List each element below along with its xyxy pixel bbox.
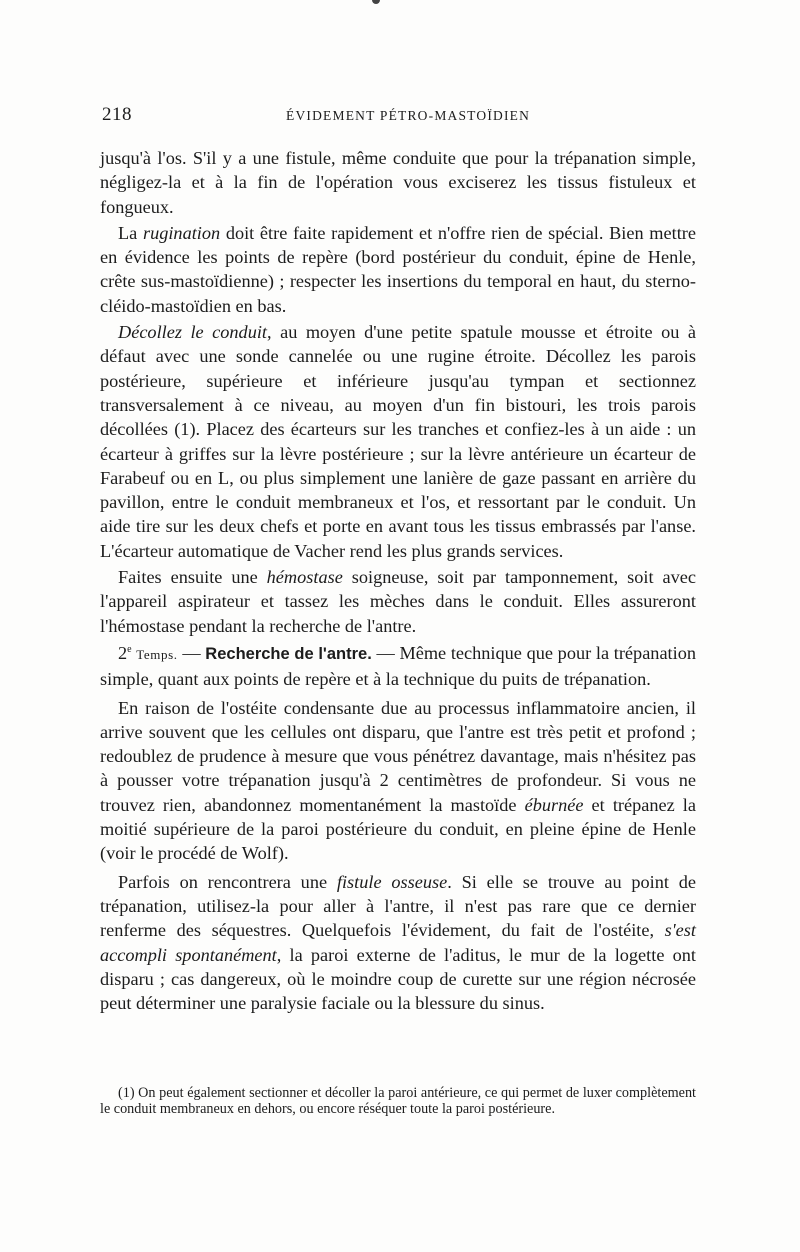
paragraph-1-text: jusqu'à l'os. S'il y a une fistule, même conduite que pour la trépanation simple, négligez-la et à la fin de l'opération vous exciserez les tissus fistuleux et fongueux.	[100, 148, 696, 217]
section-heading: Recherche de l'antre.	[205, 644, 372, 663]
paragraph-3	[100, 320, 696, 563]
footnote: (1) On peut également sectionner et décoller la paroi antérieure, ce qui permet de luxer complètement le conduit membraneux en dehors, ou encore réséquer toute la paroi postérieure.	[100, 1085, 696, 1117]
paragraph-7-text-c: , la paroi externe de l'aditus, le mur de la logette ont disparu ; cas dangereux, où le moindre coup de curette sur une région nécrosée peut déterminer une paralysie faciale ou la blessure du sinus.	[100, 944, 696, 1014]
paragraph-3-text-b: . Placez des écarteurs sur les tranches et confiez-les à un aide : un écarteur à griffes sur la lèvre postérieure ; sur la lèvre antérieure un écarteur de Farabeuf ou en L, ou plus simplement une lanière de gaze passant en arrière du pavillon, entre le conduit membraneux et l'os, et ressortant par le conduit. Un aide tire sur les deux chefs et porte en avant tous les tissus embrassés par l'anse. L'écarteur automatique de Vacher rend les plus grands services.	[100, 419, 696, 561]
body-text	[100, 146, 696, 1015]
paragraph-4-lead: Faites ensuite une	[118, 567, 267, 588]
paragraph-6	[100, 696, 696, 866]
paragraph-2-text: doit être faite rapidement et n'offre rien de spécial. Bien mettre en évidence les points de repère (bord postérieur du conduit, épine de Henle, crête sus-mastoïdienne) ; respecter les insertions du temporal en haut, du sterno-cléido-mastoïdien en bas.	[100, 222, 696, 316]
paragraph-1	[100, 146, 696, 219]
paragraph-4	[100, 565, 696, 638]
page-top-mark	[372, 0, 380, 4]
paragraph-4-emphasis: hémostase	[266, 567, 343, 588]
paragraph-7	[100, 870, 696, 1016]
paragraph-5	[100, 641, 696, 692]
paragraph-3-emphasis: Décollez le conduit	[118, 322, 267, 343]
paragraph-7-text-b: . Si elle se trouve au point de trépanation, utilisez-la pour aller à l'antre, il n'est pas rare que ce dernier renferme des séquestres. Quelquefois l'évidement, du fait de l'ostéite,	[100, 871, 697, 941]
step-number-suffix: e	[127, 643, 132, 655]
paragraph-7-emphasis-1: fistule osseuse	[336, 871, 448, 892]
paragraph-6-text-a: En raison de l'ostéite condensante due au processus inflammatoire ancien, il arrive souvent que les cellules ont disparu, que l'antre est très petit et profond ; redoublez de prudence à mesure que vous pénétrez davantage, mais n'hésitez pas à pousser votre trépanation jusqu'à 2 centimètres de profondeur. Si vous ne trouvez rien, abandonnez momentanément la mastoïde	[100, 697, 696, 815]
paragraph-2-lead: La	[118, 222, 143, 243]
paragraph-6-emphasis: éburnée	[524, 794, 584, 815]
paragraph-2-emphasis: rugination	[142, 222, 221, 243]
running-head: ÉVIDEMENT PÉTRO-MASTOÏDIEN	[286, 108, 531, 123]
paragraph-4-text: soigneuse, soit par tamponnement, soit avec l'appareil aspirateur et tassez les mèches dans le conduit. Elles assureront l'hémostase pendant la recherche de l'antre.	[100, 567, 696, 636]
paragraph-2	[100, 221, 696, 318]
paragraph-7-text-a: Parfois on rencontrera une	[118, 871, 337, 892]
step-number: 2	[118, 642, 128, 663]
paragraph-5-text: — Même technique que pour la trépanation simple, quant aux points de repère et à la technique du puits de trépanation.	[100, 642, 696, 690]
paragraph-7-emphasis-2: s'est accompli spontanément	[100, 920, 696, 965]
paragraph-6-text-b: et trépanez la moitié supérieure de la paroi postérieure du conduit, en pleine épine de Henle (voir le procédé de Wolf).	[100, 794, 696, 864]
page-header	[100, 104, 696, 130]
paragraph-3-text-a: , au moyen d'une petite spatule mousse et étroite ou à défaut avec une sonde cannelée ou une rugine étroite. Décollez les parois postérieure, supérieure et inférieure jusqu'au tympan et sectionnez transversalement à ce niveau, au moyen d'un fin bistouri, les trois parois décollées	[100, 322, 696, 440]
footnote-reference: (1)	[174, 419, 196, 440]
page-number: 218	[102, 104, 132, 125]
step-dash: —	[177, 642, 206, 663]
step-label: Temps.	[136, 646, 178, 662]
